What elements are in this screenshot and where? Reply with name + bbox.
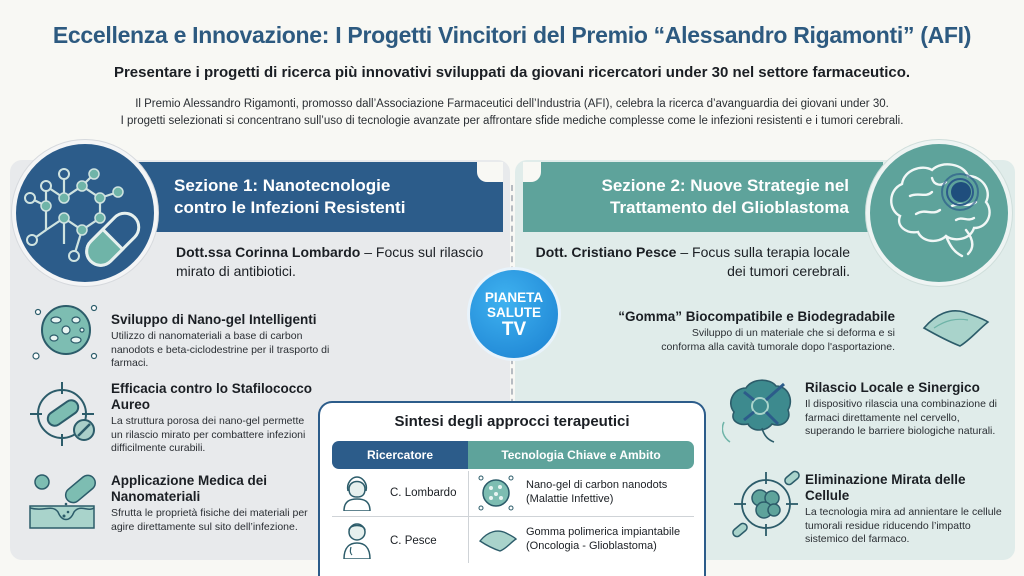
section-1-researcher <box>176 243 496 281</box>
feature-desc: Sfrutta le proprietà fisiche dei materiali per agire direttamente sul sito dell’infezione. <box>111 507 308 533</box>
section-1-header <box>138 162 503 232</box>
researcher-cell: C. Lombardo <box>390 487 457 499</box>
nanogel-particle-icon <box>30 300 102 367</box>
summary-table-card <box>318 401 706 576</box>
intro-line-2: I progetti selezionati si concentrano sull’uso di tecnologie avanzate per affrontare sfide mediche complesse come le infezioni resistenti e i tumori cerebrali. <box>120 115 904 127</box>
researcher-focus: – Focus sul rilascio mirato di antibiotici. <box>176 244 484 279</box>
column-header-technology: Tecnologia Chiave e Ambito <box>468 441 694 469</box>
researcher-name: Dott.ssa Corinna Lombardo <box>176 244 361 260</box>
column-header-researcher: Ricercatore <box>332 441 468 469</box>
feature-targeted-elimination <box>805 472 1005 547</box>
brain-tumor-icon <box>866 140 1012 286</box>
feature-staphylococcus <box>111 381 316 456</box>
section-1-title: Sezione 1: Nanotecnologie contro le Infezioni Resistenti <box>174 176 406 217</box>
feature-local-release <box>805 380 1005 439</box>
intro-text <box>0 96 1024 130</box>
researcher-name: Dott. Cristiano Pesce <box>535 244 677 260</box>
polymer-sheet-icon <box>478 527 518 558</box>
summary-title: Sintesi degli approcci terapeutici <box>394 413 630 430</box>
polymer-sheet-icon <box>920 306 992 355</box>
feature-desc: Utilizzo di nanomateriali a base di carbon nanodots e beta-ciclodestrine per il trasporto di farmaci. <box>111 330 330 369</box>
feature-biocompatible-rubber <box>590 309 895 354</box>
brain-release-icon <box>722 372 802 451</box>
feature-desc: Sviluppo di un materiale che si deforma e si conforma alla cavità tumorale dopo l'asportazione. <box>661 327 895 353</box>
feature-medical-application <box>111 473 316 534</box>
feature-title: Rilascio Locale e Sinergico <box>805 380 980 395</box>
cell-target-icon <box>728 468 804 545</box>
feature-nanogel <box>111 312 431 371</box>
technology-cell: Nano-gel di carbon nanodots (Malattie Infettive) <box>526 479 668 505</box>
feature-title: Applicazione Medica dei Nanomateriali <box>111 473 268 504</box>
pianeta-salute-tv-logo: PIANETA SALUTE TV <box>470 270 558 358</box>
row-separator <box>332 516 694 517</box>
nanogel-particle-icon <box>478 475 514 516</box>
section-2-researcher <box>520 243 850 281</box>
feature-title: Efficacia contro lo Stafilococco Aureo <box>111 381 313 412</box>
female-doctor-icon <box>342 475 372 516</box>
male-doctor-icon <box>342 521 372 564</box>
intro-line-1: Il Premio Alessandro Rigamonti, promosso dall’Associazione Farmaceutici dell’Industria (AFI), celebra la ricerca d’avanguardia dei giovani under 30. <box>135 98 889 110</box>
molecule-pill-icon <box>12 140 158 286</box>
page-subtitle: Presentare i progetti di ricerca più innovativi sviluppati da giovani ricercatori under 30 nel settore farmaceutico. <box>113 64 911 81</box>
feature-title: Eliminazione Mirata delle Cellule <box>805 472 966 503</box>
feature-desc: La struttura porosa dei nano-gel permette un rilascio mirato per combattere infezioni difficilmente curabili. <box>111 415 306 454</box>
feature-desc: La tecnologia mira ad annientare le cellule tumorali residue riducendo l’impatto sistemico del farmaco. <box>805 506 1002 545</box>
feature-desc: Il dispositivo rilascia una combinazione di farmaci direttamente nel cervello, superando le barriere biologiche naturali. <box>805 398 998 437</box>
pill-skin-application-icon <box>28 468 100 537</box>
section-2-header <box>523 162 883 232</box>
column-separator <box>468 471 469 563</box>
feature-title: Sviluppo di Nano-gel Intelligenti <box>111 312 317 327</box>
page-title: Eccellenza e Innovazione: I Progetti Vincitori del Premio “Alessandro Rigamonti” (AFI) <box>52 22 972 48</box>
section-2-title: Sezione 2: Nuove Strategie nel Trattamento del Glioblastoma <box>601 176 849 217</box>
technology-cell: Gomma polimerica impiantabile (Oncologia - Glioblastoma) <box>526 526 681 552</box>
researcher-cell: C. Pesce <box>390 535 437 547</box>
researcher-focus: – Focus sulla terapia locale dei tumori cerebrali. <box>676 244 850 279</box>
bacteria-target-icon <box>28 378 100 455</box>
feature-title: “Gomma” Biocompatibile e Biodegradabile <box>618 309 895 324</box>
